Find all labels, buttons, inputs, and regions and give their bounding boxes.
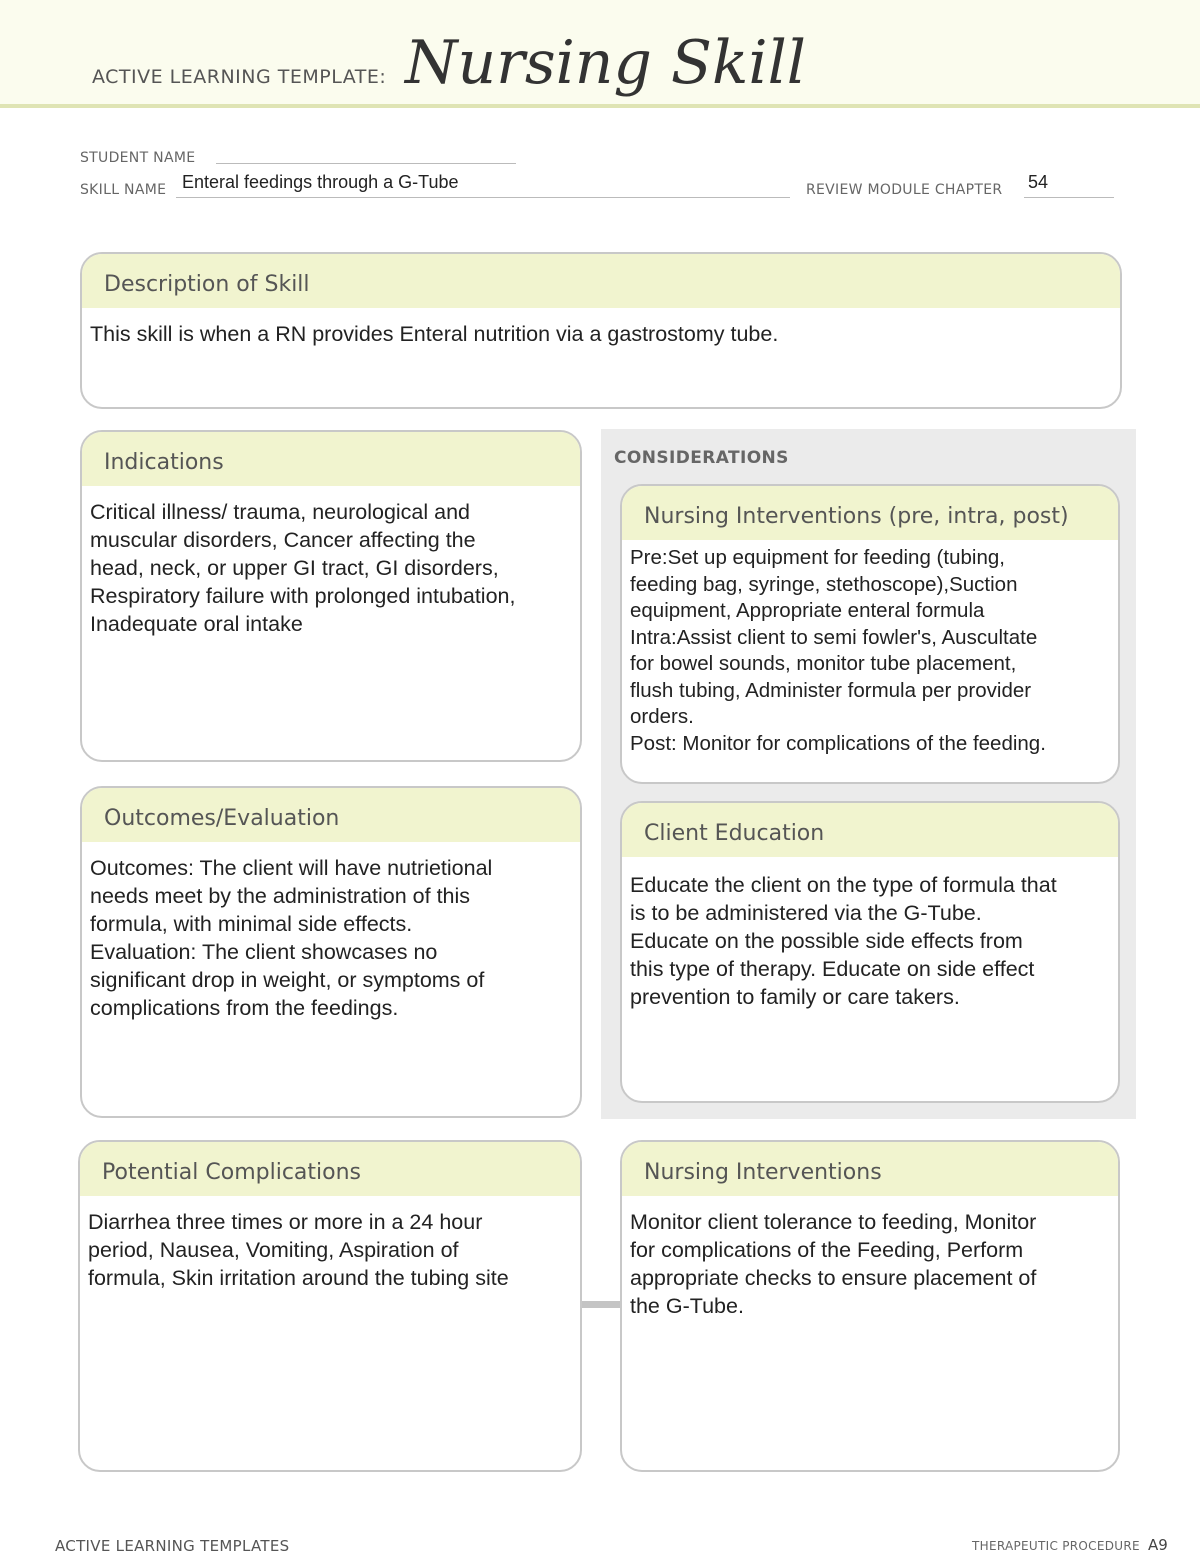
footer-page-number: A9 (1148, 1536, 1168, 1553)
nursing-interventions-prepost-text[interactable]: Pre:Set up equipment for feeding (tubing, feeding bag, syringe, stethoscope),Suction equipment, Appropriate enteral formula Intra:Assist client to semi fowler's, Auscultate for bowel sounds, monitor tube placement, flush tubing, Administer formula per provider orders. Post: Monitor for complications of the feeding. (630, 546, 1046, 755)
review-module-value: 54 (1028, 172, 1049, 192)
indications-heading: Indications (82, 432, 580, 486)
client-education-box (620, 801, 1120, 1103)
page-header (0, 0, 1200, 108)
footer-left-label: ACTIVE LEARNING TEMPLATES (55, 1537, 290, 1553)
indications-box (80, 430, 582, 762)
skill-name-label: SKILL NAME (80, 182, 167, 198)
complications-heading: Potential Complications (80, 1142, 580, 1196)
nursing-interventions-prepost-heading: Nursing Interventions (pre, intra, post) (622, 486, 1118, 540)
student-name-label: STUDENT NAME (80, 150, 196, 166)
review-module-label: REVIEW MODULE CHAPTER (806, 182, 1003, 198)
connector-line (582, 1301, 622, 1308)
nursing-interventions-text[interactable]: Monitor client tolerance to feeding, Monitor for complications of the Feeding, Perform appropriate checks to ensure placement of the G-Tube. (630, 1210, 1037, 1318)
complications-box (78, 1140, 582, 1472)
complications-text[interactable]: Diarrhea three times or more in a 24 hour period, Nausea, Vomiting, Aspiration of formula, Skin irritation around the tubing site (88, 1210, 509, 1290)
student-name-field[interactable] (216, 144, 516, 164)
outcomes-heading: Outcomes/Evaluation (82, 788, 580, 842)
client-education-heading: Client Education (622, 803, 1118, 857)
nursing-interventions-box (620, 1140, 1120, 1472)
page-title: Nursing Skill (405, 28, 806, 98)
footer-right-label: THERAPEUTIC PROCEDURE (972, 1539, 1140, 1553)
client-education-text[interactable]: Educate the client on the type of formula that is to be administered via the G-Tube. Educate on the possible side effects from this type of therapy. Educate on side effect prevention to family or care takers. (630, 873, 1057, 1009)
description-heading: Description of Skill (82, 254, 1120, 308)
skill-name-value: Enteral feedings through a G-Tube (182, 172, 459, 192)
description-box (80, 252, 1122, 409)
outcomes-text[interactable]: Outcomes: The client will have nutrietional needs meet by the administration of this formula, with minimal side effects. Evaluation: The client showcases no significant drop in weight, or symptoms of complications from the feedings. (90, 856, 493, 1020)
review-module-field[interactable] (1024, 172, 1114, 198)
nursing-interventions-prepost-box (620, 484, 1120, 784)
considerations-label: CONSIDERATIONS (614, 448, 789, 468)
nursing-interventions-heading: Nursing Interventions (622, 1142, 1118, 1196)
outcomes-box (80, 786, 582, 1118)
indications-text[interactable]: Critical illness/ trauma, neurological and muscular disorders, Cancer affecting the head, neck, or upper GI tract, GI disorders, Respiratory failure with prolonged intubation, Inadequate oral intake (90, 500, 516, 636)
description-text[interactable]: This skill is when a RN provides Enteral nutrition via a gastrostomy tube. (90, 322, 779, 346)
template-label: ACTIVE LEARNING TEMPLATE: (92, 66, 387, 88)
skill-name-field[interactable] (176, 172, 790, 198)
